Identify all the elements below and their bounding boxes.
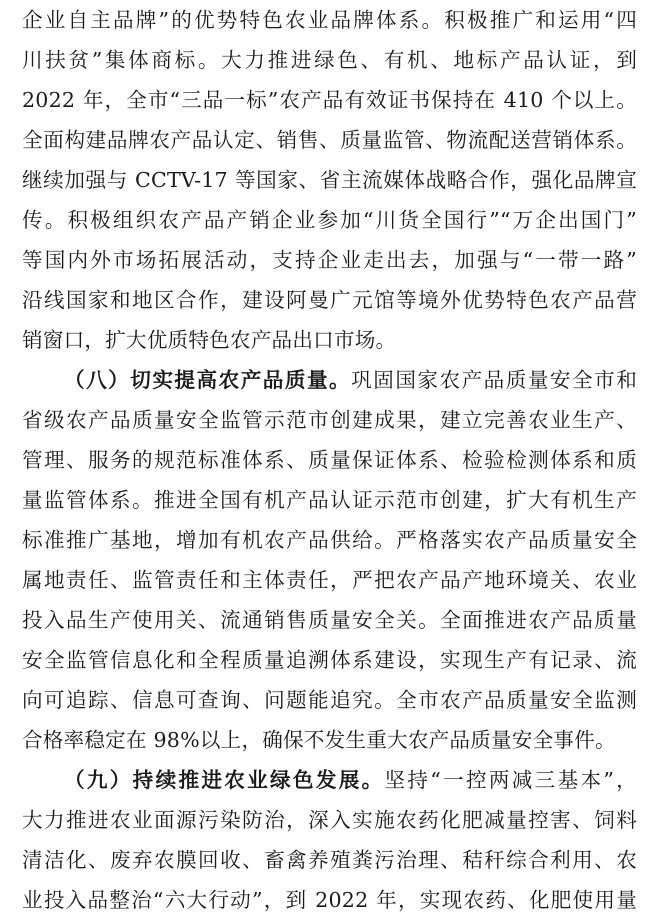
- text-line: 管理、服务的规范标准体系、质量保证体系、检验检测体系和质: [22, 448, 637, 472]
- text-line: 属地责任、监管责任和主体责任，严把农产品产地环境关、农业: [22, 568, 637, 592]
- text-line: 等国内外市场拓展活动，支持企业走出去，加强与“一带一路”: [22, 248, 637, 272]
- text-line: 业投入品整治“六大行动”，到 2022 年，实现农药、化肥使用量: [22, 888, 637, 912]
- text-line: 安全监管信息化和全程质量追溯体系建设，实现生产有记录、流: [22, 648, 637, 672]
- text-line: 投入品生产使用关、流通销售质量安全关。全面推进农产品质量: [22, 608, 637, 632]
- text-line: 标准推广基地，增加有机农产品供给。严格落实农产品质量安全: [22, 528, 637, 552]
- section-9-heading: （九）持续推进农业绿色发展。: [64, 768, 385, 792]
- section-8-first-line-text: 巩固国家农产品质量安全市和: [351, 368, 637, 392]
- text-line: 2022 年，全市“三品一标”农产品有效证书保持在 410 个以上。: [22, 88, 637, 112]
- section-8-first-line: [64, 362, 637, 398]
- text-line: 沿线国家和地区合作，建设阿曼广元馆等境外优势特色农产品营: [22, 288, 637, 312]
- text-line: 向可追踪、信息可查询、问题能追究。全市农产品质量安全监测: [22, 688, 637, 712]
- text-line: 企业自主品牌”的优势特色农业品牌体系。积极推广和运用“四: [22, 8, 637, 32]
- text-line: 省级农产品质量安全监管示范市创建成果，建立完善农业生产、: [22, 408, 637, 432]
- section-8-heading: （八）切实提高农产品质量。: [64, 368, 352, 392]
- text-line: 传。积极组织农产品产销企业参加“川货全国行”“万企出国门”: [22, 208, 637, 232]
- text-line: 继续加强与 CCTV-17 等国家、省主流媒体战略合作，强化品牌宣: [22, 168, 637, 192]
- text-line: 销窗口，扩大优质特色农产品出口市场。: [22, 328, 397, 352]
- section-9-first-line-text: 坚持“一控两减三基本”，: [384, 768, 637, 792]
- text-line: 大力推进农业面源污染防治，深入实施农药化肥减量控害、饲料: [22, 808, 637, 832]
- text-line: 全面构建品牌农产品认定、销售、质量监管、物流配送营销体系。: [22, 128, 637, 152]
- section-9-first-line: [64, 762, 637, 798]
- text-line: 清洁化、废弃农膜回收、畜禽养殖粪污治理、秸秆综合利用、农: [22, 848, 637, 872]
- text-line: 量监管体系。推进全国有机产品认证示范市创建，扩大有机生产: [22, 488, 637, 512]
- text-line: 川扶贫”集体商标。大力推进绿色、有机、地标产品认证，到: [22, 48, 637, 72]
- text-line: 合格率稳定在 98%以上，确保不发生重大农产品质量安全事件。: [22, 728, 616, 752]
